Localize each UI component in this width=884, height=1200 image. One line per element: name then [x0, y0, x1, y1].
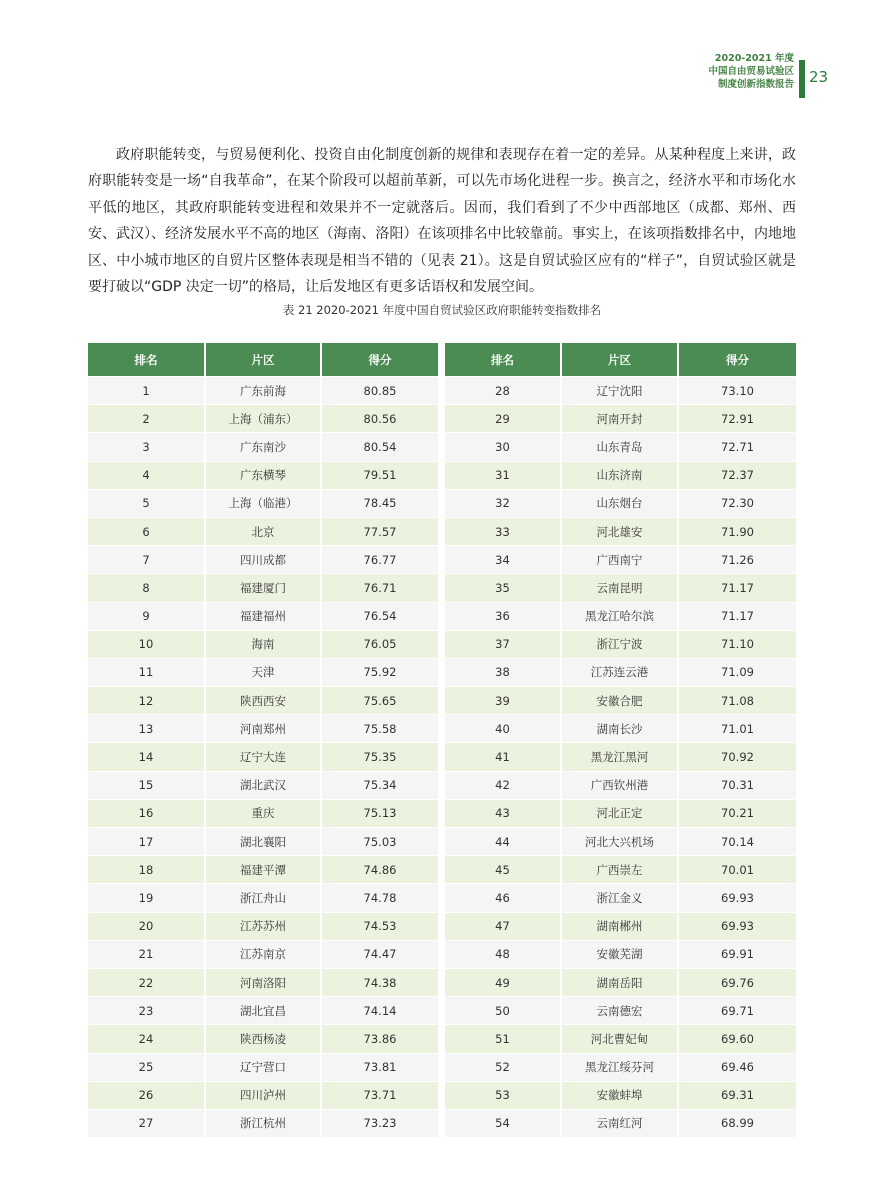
zone-cell: 湖南郴州	[562, 912, 679, 940]
score-cell: 69.91	[679, 940, 796, 968]
rank-cell: 47	[445, 912, 562, 940]
score-cell: 73.81	[322, 1053, 438, 1081]
zone-cell: 安徽合肥	[562, 686, 679, 714]
rank-cell: 33	[445, 517, 562, 545]
rank-cell: 53	[445, 1081, 562, 1109]
table-row	[88, 996, 438, 1024]
report-header	[708, 52, 794, 91]
score-cell: 69.31	[679, 1081, 796, 1109]
header-year: 2020-2021 年度	[714, 53, 794, 64]
score-cell: 71.17	[679, 602, 796, 630]
score-cell: 80.54	[322, 432, 438, 460]
rank-cell: 1	[88, 376, 206, 404]
table-row	[445, 1053, 796, 1081]
score-cell: 68.99	[679, 1109, 796, 1137]
score-cell: 70.01	[679, 855, 796, 883]
zone-cell: 湖南岳阳	[562, 968, 679, 996]
score-cell: 72.71	[679, 432, 796, 460]
rank-cell: 6	[88, 517, 206, 545]
zone-cell: 广东南沙	[206, 432, 322, 460]
table-row	[445, 517, 796, 545]
rank-cell: 26	[88, 1081, 206, 1109]
zone-cell: 黑龙江绥芬河	[562, 1053, 679, 1081]
table-row	[88, 1053, 438, 1081]
rank-cell: 27	[88, 1109, 206, 1137]
table-row	[88, 376, 438, 404]
header-zone: 片区	[206, 343, 322, 376]
score-cell: 76.77	[322, 545, 438, 573]
zone-cell: 广东横琴	[206, 461, 322, 489]
score-cell: 70.14	[679, 827, 796, 855]
score-cell: 73.86	[322, 1024, 438, 1052]
rank-cell: 44	[445, 827, 562, 855]
rank-cell: 49	[445, 968, 562, 996]
rank-cell: 36	[445, 602, 562, 630]
rank-cell: 38	[445, 658, 562, 686]
rank-cell: 13	[88, 714, 206, 742]
table-row	[88, 799, 438, 827]
rank-cell: 21	[88, 940, 206, 968]
score-cell: 80.85	[322, 376, 438, 404]
score-cell: 75.03	[322, 827, 438, 855]
zone-cell: 湖北襄阳	[206, 827, 322, 855]
zone-cell: 湖北宜昌	[206, 996, 322, 1024]
rank-cell: 43	[445, 799, 562, 827]
body-paragraph: 政府职能转变，与贸易便利化、投资自由化制度创新的规律和表现存在着一定的差异。从某种程度上来讲，政府职能转变是一场“自我革命”，在某个阶段可以超前革新，可以先市场化进程一步。换言之，经济水平和市场化水平低的地区，其政府职能转变进程和效果并不一定就落后。因而，我们看到了不少中西部地区（成都、郑州、西安、武汉）、经济发展水平不高的地区（海南、洛阳）在该项排名中比较靠前。事实上，在该项指数排名中，内地地区、中小城市地区的自贸片区整体表现是相当不错的（见表 21）。这是自贸试验区应有的“样子”，自贸试验区就是要打破以“GDP 决定一切”的格局，让后发地区有更多话语权和发展空间。	[88, 147, 796, 296]
table-row	[88, 883, 438, 911]
header-zone: 片区	[562, 343, 679, 376]
score-cell: 75.34	[322, 771, 438, 799]
header-subtitle: 制度创新指数报告	[717, 79, 794, 90]
table-row	[88, 968, 438, 996]
header-accent-bar	[799, 60, 805, 98]
table-row	[445, 883, 796, 911]
score-cell: 77.57	[322, 517, 438, 545]
zone-cell: 河南郑州	[206, 714, 322, 742]
rank-cell: 20	[88, 912, 206, 940]
rank-cell: 25	[88, 1053, 206, 1081]
table-row	[445, 996, 796, 1024]
table-row	[445, 827, 796, 855]
rank-cell: 5	[88, 489, 206, 517]
header-rank: 排名	[445, 343, 562, 376]
zone-cell: 山东烟台	[562, 489, 679, 517]
table-row	[88, 545, 438, 573]
rank-cell: 31	[445, 461, 562, 489]
score-cell: 74.78	[322, 883, 438, 911]
rank-cell: 29	[445, 404, 562, 432]
rank-cell: 12	[88, 686, 206, 714]
zone-cell: 河北正定	[562, 799, 679, 827]
score-cell: 79.51	[322, 461, 438, 489]
score-cell: 69.46	[679, 1053, 796, 1081]
rank-cell: 48	[445, 940, 562, 968]
score-cell: 73.23	[322, 1109, 438, 1137]
table-row	[88, 489, 438, 517]
score-cell: 76.54	[322, 602, 438, 630]
table-row	[88, 1024, 438, 1052]
score-cell: 72.91	[679, 404, 796, 432]
table-row	[88, 517, 438, 545]
score-cell: 71.09	[679, 658, 796, 686]
rank-cell: 46	[445, 883, 562, 911]
rank-cell: 30	[445, 432, 562, 460]
score-cell: 76.71	[322, 573, 438, 601]
table-row	[445, 1109, 796, 1137]
score-cell: 70.31	[679, 771, 796, 799]
rank-cell: 23	[88, 996, 206, 1024]
table-row	[88, 602, 438, 630]
ranking-table-right	[445, 343, 796, 1137]
zone-cell: 湖南长沙	[562, 714, 679, 742]
zone-cell: 重庆	[206, 799, 322, 827]
score-cell: 76.05	[322, 630, 438, 658]
table-row	[88, 1081, 438, 1109]
score-cell: 80.56	[322, 404, 438, 432]
zone-cell: 河南开封	[562, 404, 679, 432]
score-cell: 71.08	[679, 686, 796, 714]
rank-cell: 9	[88, 602, 206, 630]
zone-cell: 江苏南京	[206, 940, 322, 968]
score-cell: 69.76	[679, 968, 796, 996]
table-row	[88, 404, 438, 432]
table-row	[445, 855, 796, 883]
zone-cell: 四川泸州	[206, 1081, 322, 1109]
zone-cell: 浙江杭州	[206, 1109, 322, 1137]
table-row	[88, 461, 438, 489]
zone-cell: 江苏苏州	[206, 912, 322, 940]
zone-cell: 陕西杨凌	[206, 1024, 322, 1052]
table-row	[445, 630, 796, 658]
rank-cell: 7	[88, 545, 206, 573]
table-row	[88, 827, 438, 855]
table-row	[88, 432, 438, 460]
zone-cell: 天津	[206, 658, 322, 686]
score-cell: 74.47	[322, 940, 438, 968]
zone-cell: 海南	[206, 630, 322, 658]
rank-cell: 40	[445, 714, 562, 742]
zone-cell: 上海（临港）	[206, 489, 322, 517]
zone-cell: 陕西西安	[206, 686, 322, 714]
zone-cell: 云南昆明	[562, 573, 679, 601]
zone-cell: 河北曹妃甸	[562, 1024, 679, 1052]
score-cell: 72.37	[679, 461, 796, 489]
table-row	[445, 1081, 796, 1109]
zone-cell: 河北雄安	[562, 517, 679, 545]
table-row	[445, 376, 796, 404]
page-number: 23	[809, 68, 829, 86]
score-cell: 74.86	[322, 855, 438, 883]
rank-cell: 54	[445, 1109, 562, 1137]
table-row	[445, 573, 796, 601]
zone-cell: 安徽芜湖	[562, 940, 679, 968]
table-row	[445, 432, 796, 460]
score-cell: 71.26	[679, 545, 796, 573]
score-cell: 72.30	[679, 489, 796, 517]
rank-cell: 18	[88, 855, 206, 883]
table-row	[88, 912, 438, 940]
rank-cell: 28	[445, 376, 562, 404]
zone-cell: 上海（浦东）	[206, 404, 322, 432]
rank-cell: 2	[88, 404, 206, 432]
table-row	[445, 912, 796, 940]
table-row	[88, 658, 438, 686]
rank-cell: 34	[445, 545, 562, 573]
zone-cell: 辽宁沈阳	[562, 376, 679, 404]
table-row	[445, 771, 796, 799]
table-header-row	[88, 343, 438, 376]
zone-cell: 辽宁营口	[206, 1053, 322, 1081]
score-cell: 70.92	[679, 742, 796, 770]
table-row	[88, 573, 438, 601]
zone-cell: 河北大兴机场	[562, 827, 679, 855]
rank-cell: 50	[445, 996, 562, 1024]
table-row	[88, 630, 438, 658]
zone-cell: 江苏连云港	[562, 658, 679, 686]
score-cell: 71.90	[679, 517, 796, 545]
rank-cell: 15	[88, 771, 206, 799]
zone-cell: 安徽蚌埠	[562, 1081, 679, 1109]
zone-cell: 广西钦州港	[562, 771, 679, 799]
zone-cell: 广东前海	[206, 376, 322, 404]
score-cell: 71.10	[679, 630, 796, 658]
zone-cell: 广西南宁	[562, 545, 679, 573]
score-cell: 74.53	[322, 912, 438, 940]
table-row	[445, 489, 796, 517]
rank-cell: 16	[88, 799, 206, 827]
zone-cell: 云南红河	[562, 1109, 679, 1137]
table-row	[445, 799, 796, 827]
rank-cell: 42	[445, 771, 562, 799]
table-title: 表 21 2020-2021 年度中国自贸试验区政府职能转变指数排名	[282, 303, 602, 317]
rank-cell: 14	[88, 742, 206, 770]
table-row	[445, 545, 796, 573]
score-cell: 75.92	[322, 658, 438, 686]
zone-cell: 福建厦门	[206, 573, 322, 601]
rank-cell: 4	[88, 461, 206, 489]
score-cell: 69.93	[679, 883, 796, 911]
table-header-row	[445, 343, 796, 376]
rank-cell: 10	[88, 630, 206, 658]
table-row	[445, 1024, 796, 1052]
rank-cell: 52	[445, 1053, 562, 1081]
table-row	[88, 1109, 438, 1137]
table-row	[88, 742, 438, 770]
score-cell: 75.35	[322, 742, 438, 770]
table-row	[88, 714, 438, 742]
table-row	[88, 940, 438, 968]
rank-cell: 8	[88, 573, 206, 601]
rank-cell: 41	[445, 742, 562, 770]
table-row	[445, 404, 796, 432]
rank-cell: 3	[88, 432, 206, 460]
table-row	[445, 940, 796, 968]
score-cell: 78.45	[322, 489, 438, 517]
table-row	[88, 686, 438, 714]
zone-cell: 湖北武汉	[206, 771, 322, 799]
header-rank: 排名	[88, 343, 206, 376]
score-cell: 69.60	[679, 1024, 796, 1052]
zone-cell: 辽宁大连	[206, 742, 322, 770]
score-cell: 69.93	[679, 912, 796, 940]
zone-cell: 河南洛阳	[206, 968, 322, 996]
table-row	[445, 461, 796, 489]
score-cell: 71.17	[679, 573, 796, 601]
rank-cell: 22	[88, 968, 206, 996]
score-cell: 70.21	[679, 799, 796, 827]
table-row	[445, 686, 796, 714]
rank-cell: 24	[88, 1024, 206, 1052]
zone-cell: 北京	[206, 517, 322, 545]
rank-cell: 45	[445, 855, 562, 883]
rank-cell: 35	[445, 573, 562, 601]
rank-cell: 51	[445, 1024, 562, 1052]
zone-cell: 四川成都	[206, 545, 322, 573]
table-row	[445, 714, 796, 742]
zone-cell: 广西崇左	[562, 855, 679, 883]
header-score: 得分	[322, 343, 438, 376]
table-row	[88, 855, 438, 883]
table-row	[88, 771, 438, 799]
zone-cell: 山东青岛	[562, 432, 679, 460]
score-cell: 73.71	[322, 1081, 438, 1109]
rank-cell: 32	[445, 489, 562, 517]
table-row	[445, 602, 796, 630]
rank-cell: 19	[88, 883, 206, 911]
score-cell: 74.14	[322, 996, 438, 1024]
zone-cell: 浙江金义	[562, 883, 679, 911]
table-row	[445, 968, 796, 996]
header-score: 得分	[679, 343, 796, 376]
zone-cell: 黑龙江哈尔滨	[562, 602, 679, 630]
rank-cell: 17	[88, 827, 206, 855]
zone-cell: 福建福州	[206, 602, 322, 630]
score-cell: 74.38	[322, 968, 438, 996]
score-cell: 73.10	[679, 376, 796, 404]
score-cell: 75.65	[322, 686, 438, 714]
zone-cell: 福建平潭	[206, 855, 322, 883]
rank-cell: 37	[445, 630, 562, 658]
table-row	[445, 742, 796, 770]
zone-cell: 山东济南	[562, 461, 679, 489]
rank-cell: 39	[445, 686, 562, 714]
zone-cell: 浙江舟山	[206, 883, 322, 911]
score-cell: 71.01	[679, 714, 796, 742]
score-cell: 69.71	[679, 996, 796, 1024]
table-row	[445, 658, 796, 686]
zone-cell: 浙江宁波	[562, 630, 679, 658]
ranking-table-left	[88, 343, 438, 1137]
zone-cell: 黑龙江黑河	[562, 742, 679, 770]
zone-cell: 云南德宏	[562, 996, 679, 1024]
score-cell: 75.58	[322, 714, 438, 742]
rank-cell: 11	[88, 658, 206, 686]
header-title: 中国自由贸易试验区	[708, 66, 794, 77]
score-cell: 75.13	[322, 799, 438, 827]
